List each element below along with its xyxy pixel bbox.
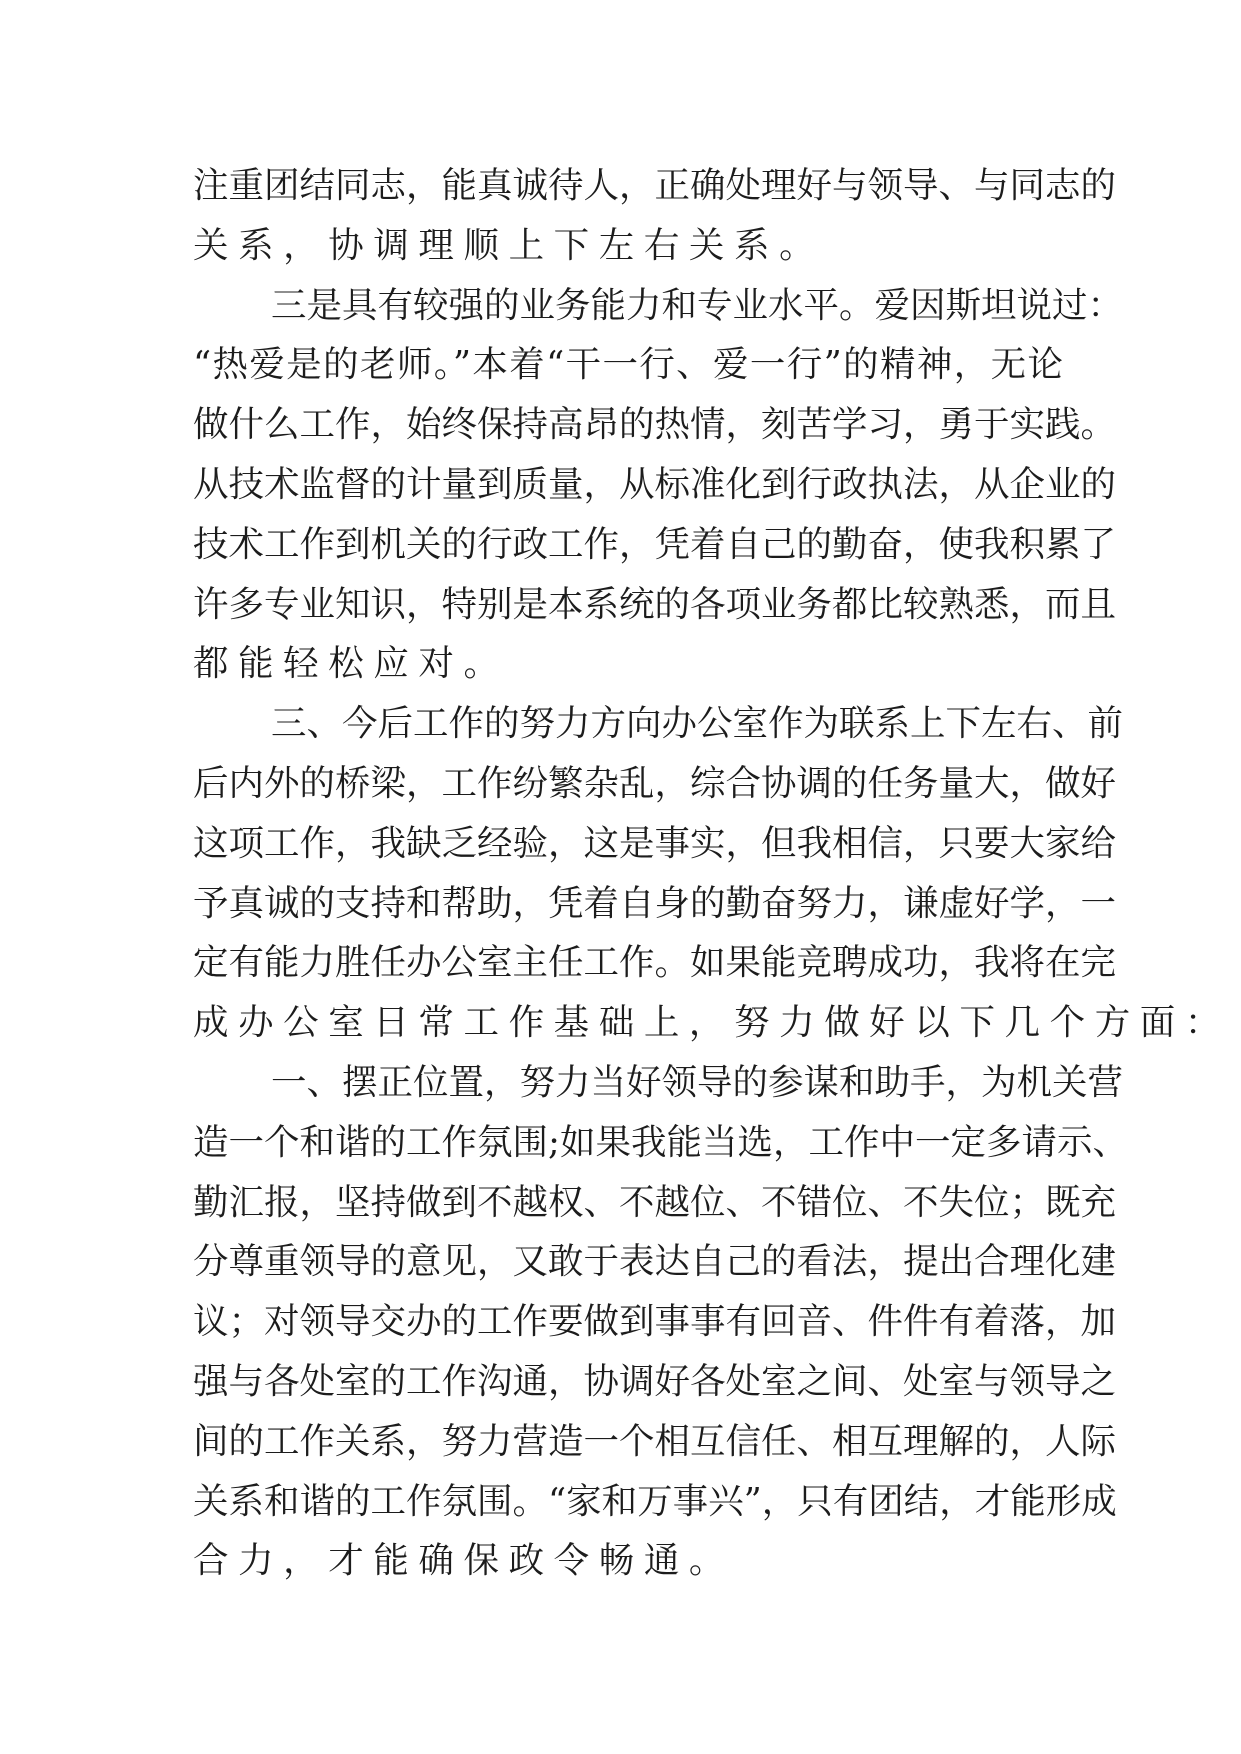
- text-line: 合力，才能确保政令畅通。: [193, 1540, 735, 1582]
- text-line: 关系，协调理顺上下左右关系。: [193, 224, 825, 266]
- text-line: 间的工作关系，努力营造一个相互信任、相互理解的，人际: [193, 1420, 1117, 1462]
- text-line: 强与各处室的工作沟通，协调好各处室之间、处室与领导之: [193, 1360, 1117, 1402]
- text-line: 成办公室日常工作基础上，努力做好以下几个方面：: [193, 1002, 1230, 1044]
- text-line: 技术工作到机关的行政工作，凭着自己的勤奋，使我积累了: [193, 523, 1117, 565]
- paragraph-first-line: 三是具有较强的业务能力和专业水平。爱因斯坦说过：: [271, 284, 1124, 326]
- text-line: 议；对领导交办的工作要做到事事有回音、件件有着落，加: [193, 1301, 1117, 1343]
- text-line: 从技术监督的计量到质量，从标准化到行政执法，从企业的: [193, 463, 1117, 505]
- text-line: 造一个和谐的工作氛围;如果我能当选，工作中一定多请示、: [193, 1121, 1128, 1163]
- text-line: 这项工作，我缺乏经验，这是事实，但我相信，只要大家给: [193, 822, 1117, 864]
- paragraph-first-line: 三、今后工作的努力方向办公室作为联系上下左右、前: [271, 703, 1124, 745]
- text-line: 分尊重领导的意见，又敢于表达自己的看法，提出合理化建: [193, 1241, 1117, 1283]
- text-line: 都能轻松应对。: [193, 643, 509, 685]
- text-line: 予真诚的支持和帮助，凭着自身的勤奋努力，谦虚好学，一: [193, 882, 1117, 924]
- document-body: [193, 156, 1230, 1591]
- text-line: 做什么工作，始终保持高昂的热情，刻苦学习，勇于实践。: [193, 404, 1117, 446]
- text-line: 定有能力胜任办公室主任工作。如果能竞聘成功，我将在完: [193, 942, 1117, 984]
- text-line: 勤汇报，坚持做到不越权、不越位、不错位、不失位；既充: [193, 1181, 1117, 1223]
- text-line: 注重团结同志，能真诚待人，正确处理好与领导、与同志的: [193, 165, 1117, 206]
- text-line: “热爱是的老师。”本着“干一行、爱一行”的精神，无论: [193, 344, 1063, 386]
- paragraph-first-line: 一、摆正位置，努力当好领导的参谋和助手，为机关营: [271, 1061, 1124, 1103]
- text-line: 关系和谐的工作氛围。“家和万事兴”，只有团结，才能形成: [193, 1480, 1117, 1522]
- text-line: 许多专业知识，特别是本系统的各项业务都比较熟悉，而且: [193, 583, 1117, 625]
- text-line: 后内外的桥梁，工作纷繁杂乱，综合协调的任务量大，做好: [193, 762, 1117, 804]
